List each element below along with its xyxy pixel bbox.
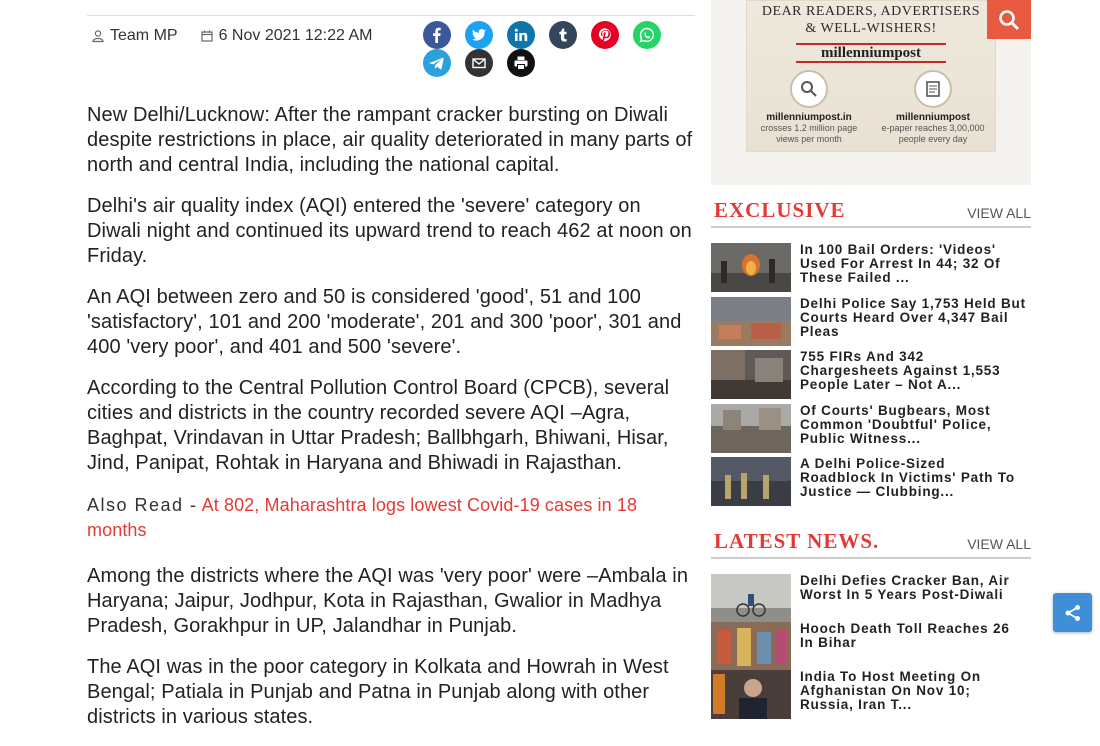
linkedin-icon[interactable]	[507, 21, 535, 49]
exclusive-story[interactable]	[711, 404, 1031, 453]
latest-story[interactable]	[711, 670, 1031, 719]
advertisement[interactable]	[711, 0, 1031, 185]
twitter-icon[interactable]	[465, 21, 493, 49]
latest-news-title: LATEST NEWS.	[714, 529, 880, 553]
latest-story[interactable]	[711, 574, 1031, 623]
story-thumbnail[interactable]	[711, 350, 791, 399]
article-paragraph: An AQI between zero and 50 is considered 'good', 51 and 100 'satisfactory', 101 and 200 'moderate', 201 and 300 'poor', 301 and 400 'very poor', and 401 and 500 'severe'.	[87, 286, 682, 358]
exclusive-header	[711, 198, 1031, 228]
ad-headline	[747, 3, 995, 37]
search-icon	[998, 9, 1020, 31]
pinterest-icon[interactable]	[591, 21, 619, 49]
magnifier-icon	[790, 70, 828, 108]
ad-headline-line1: DEAR READERS, ADVERTISERS	[761, 4, 981, 19]
exclusive-story[interactable]	[711, 243, 1031, 292]
tumblr-icon[interactable]	[549, 21, 577, 49]
ad-columns	[747, 70, 995, 145]
also-read-link[interactable]: At 802, Maharashtra logs lowest Covid-19 cases in 18 months	[87, 495, 638, 540]
facebook-icon[interactable]	[423, 21, 451, 49]
story-headline[interactable]: Delhi Police Say 1,753 Held But Courts Heard Over 4,347 Bail Pleas	[800, 296, 1026, 339]
ad-logo: millenniumpost	[796, 43, 946, 63]
story-headline[interactable]: 755 FIRs And 342 Chargesheets Against 1,553 People Later – Not A...	[800, 349, 1001, 392]
print-icon[interactable]	[507, 49, 535, 77]
exclusive-story[interactable]	[711, 457, 1031, 506]
article-paragraph: According to the Central Pollution Control Board (CPCB), several cities and districts in the country recorded severe AQI –Agra, Baghpat, Vrindavan in Uttar Pradesh; Ballbhgarh, Bhiwani, Hisar, Jind, Panipat, Rohtak in Haryana and Bhiwadi in Rajasthan.	[87, 377, 670, 474]
article-paragraph: Among the districts where the AQI was 'very poor' were –Ambala in Haryana; Jaipur, Jodhpur, Kota in Rajasthan, Gwalior in Madhya Pradesh, Gorakhpur in UP, Jalandhar in Punjab.	[87, 565, 689, 637]
search-button[interactable]	[987, 0, 1031, 39]
publish-date	[201, 27, 373, 45]
latest-story[interactable]	[711, 622, 1031, 671]
story-thumbnail[interactable]	[711, 243, 791, 292]
article-meta	[87, 24, 372, 48]
article-paragraph: Delhi's air quality index (AQI) entered the 'severe' category on Diwali night and continued its upward trend to reach 462 at noon on Friday.	[87, 195, 692, 267]
exclusive-story[interactable]	[711, 350, 1031, 399]
ad-headline-line2: & WELL-WISHERS!	[805, 21, 937, 36]
story-thumbnail[interactable]	[711, 297, 791, 346]
also-read-label: Also Read -	[87, 495, 198, 515]
calendar-icon	[201, 30, 213, 42]
date-text: 6 Nov 2021 12:22 AM	[218, 27, 373, 44]
also-read	[87, 493, 695, 543]
exclusive-story[interactable]	[711, 297, 1031, 346]
whatsapp-icon[interactable]	[633, 21, 661, 49]
exclusive-title: EXCLUSIVE	[714, 198, 846, 222]
story-headline[interactable]: Of Courts' Bugbears, Most Common 'Doubtful' Police, Public Witness...	[800, 403, 992, 446]
author-name[interactable]: Team MP	[110, 27, 178, 44]
story-headline[interactable]: Hooch Death Toll Reaches 26 In Bihar	[800, 621, 1010, 650]
exclusive-view-all[interactable]: VIEW ALL	[967, 205, 1031, 221]
user-icon	[92, 30, 104, 42]
share-icon	[1064, 604, 1082, 622]
story-thumbnail[interactable]	[711, 622, 791, 671]
divider	[87, 15, 695, 16]
story-headline[interactable]: In 100 Bail Orders: 'Videos' Used For Arrest In 44; 32 Of These Failed ...	[800, 242, 1001, 285]
epaper-icon	[914, 70, 952, 108]
author[interactable]	[92, 27, 178, 45]
ad-banner[interactable]	[746, 0, 996, 152]
ad-epaper-site: millenniumpost	[896, 112, 970, 123]
ad-epaper-desc: e-paper reaches 3,00,000 people every day	[881, 123, 985, 144]
article-paragraph: New Delhi/Lucknow: After the rampant cracker bursting on Diwali despite restrictions in place, air quality deteriorated in many parts of north and central India, including the national capital.	[87, 104, 693, 176]
story-thumbnail[interactable]	[711, 457, 791, 506]
article-paragraph: The AQI was in the poor category in Kolkata and Howrah in West Bengal; Patiala in Punjab and Patna in Punjab along with other districts in various states.	[87, 656, 669, 728]
floating-share-button[interactable]	[1053, 593, 1092, 632]
latest-news-header	[711, 529, 1031, 559]
ad-epaper	[878, 70, 988, 145]
story-headline[interactable]: A Delhi Police-Sized Roadblock In Victims' Path To Justice — Clubbing...	[800, 456, 1015, 499]
story-thumbnail[interactable]	[711, 404, 791, 453]
article-body	[87, 103, 695, 746]
story-thumbnail[interactable]	[711, 670, 791, 719]
story-thumbnail[interactable]	[711, 574, 791, 623]
ad-web-site: millenniumpost.in	[766, 112, 852, 123]
telegram-icon[interactable]	[423, 49, 451, 77]
ad-web-desc: crosses 1.2 million page views per month	[760, 123, 858, 144]
email-icon[interactable]	[465, 49, 493, 77]
story-headline[interactable]: India To Host Meeting On Afghanistan On Nov 10; Russia, Iran T...	[800, 669, 981, 712]
story-headline[interactable]: Delhi Defies Cracker Ban, Air Worst In 5 Years Post-Diwali	[800, 573, 1010, 602]
latest-news-view-all[interactable]: VIEW ALL	[967, 536, 1031, 552]
ad-web	[754, 70, 864, 145]
